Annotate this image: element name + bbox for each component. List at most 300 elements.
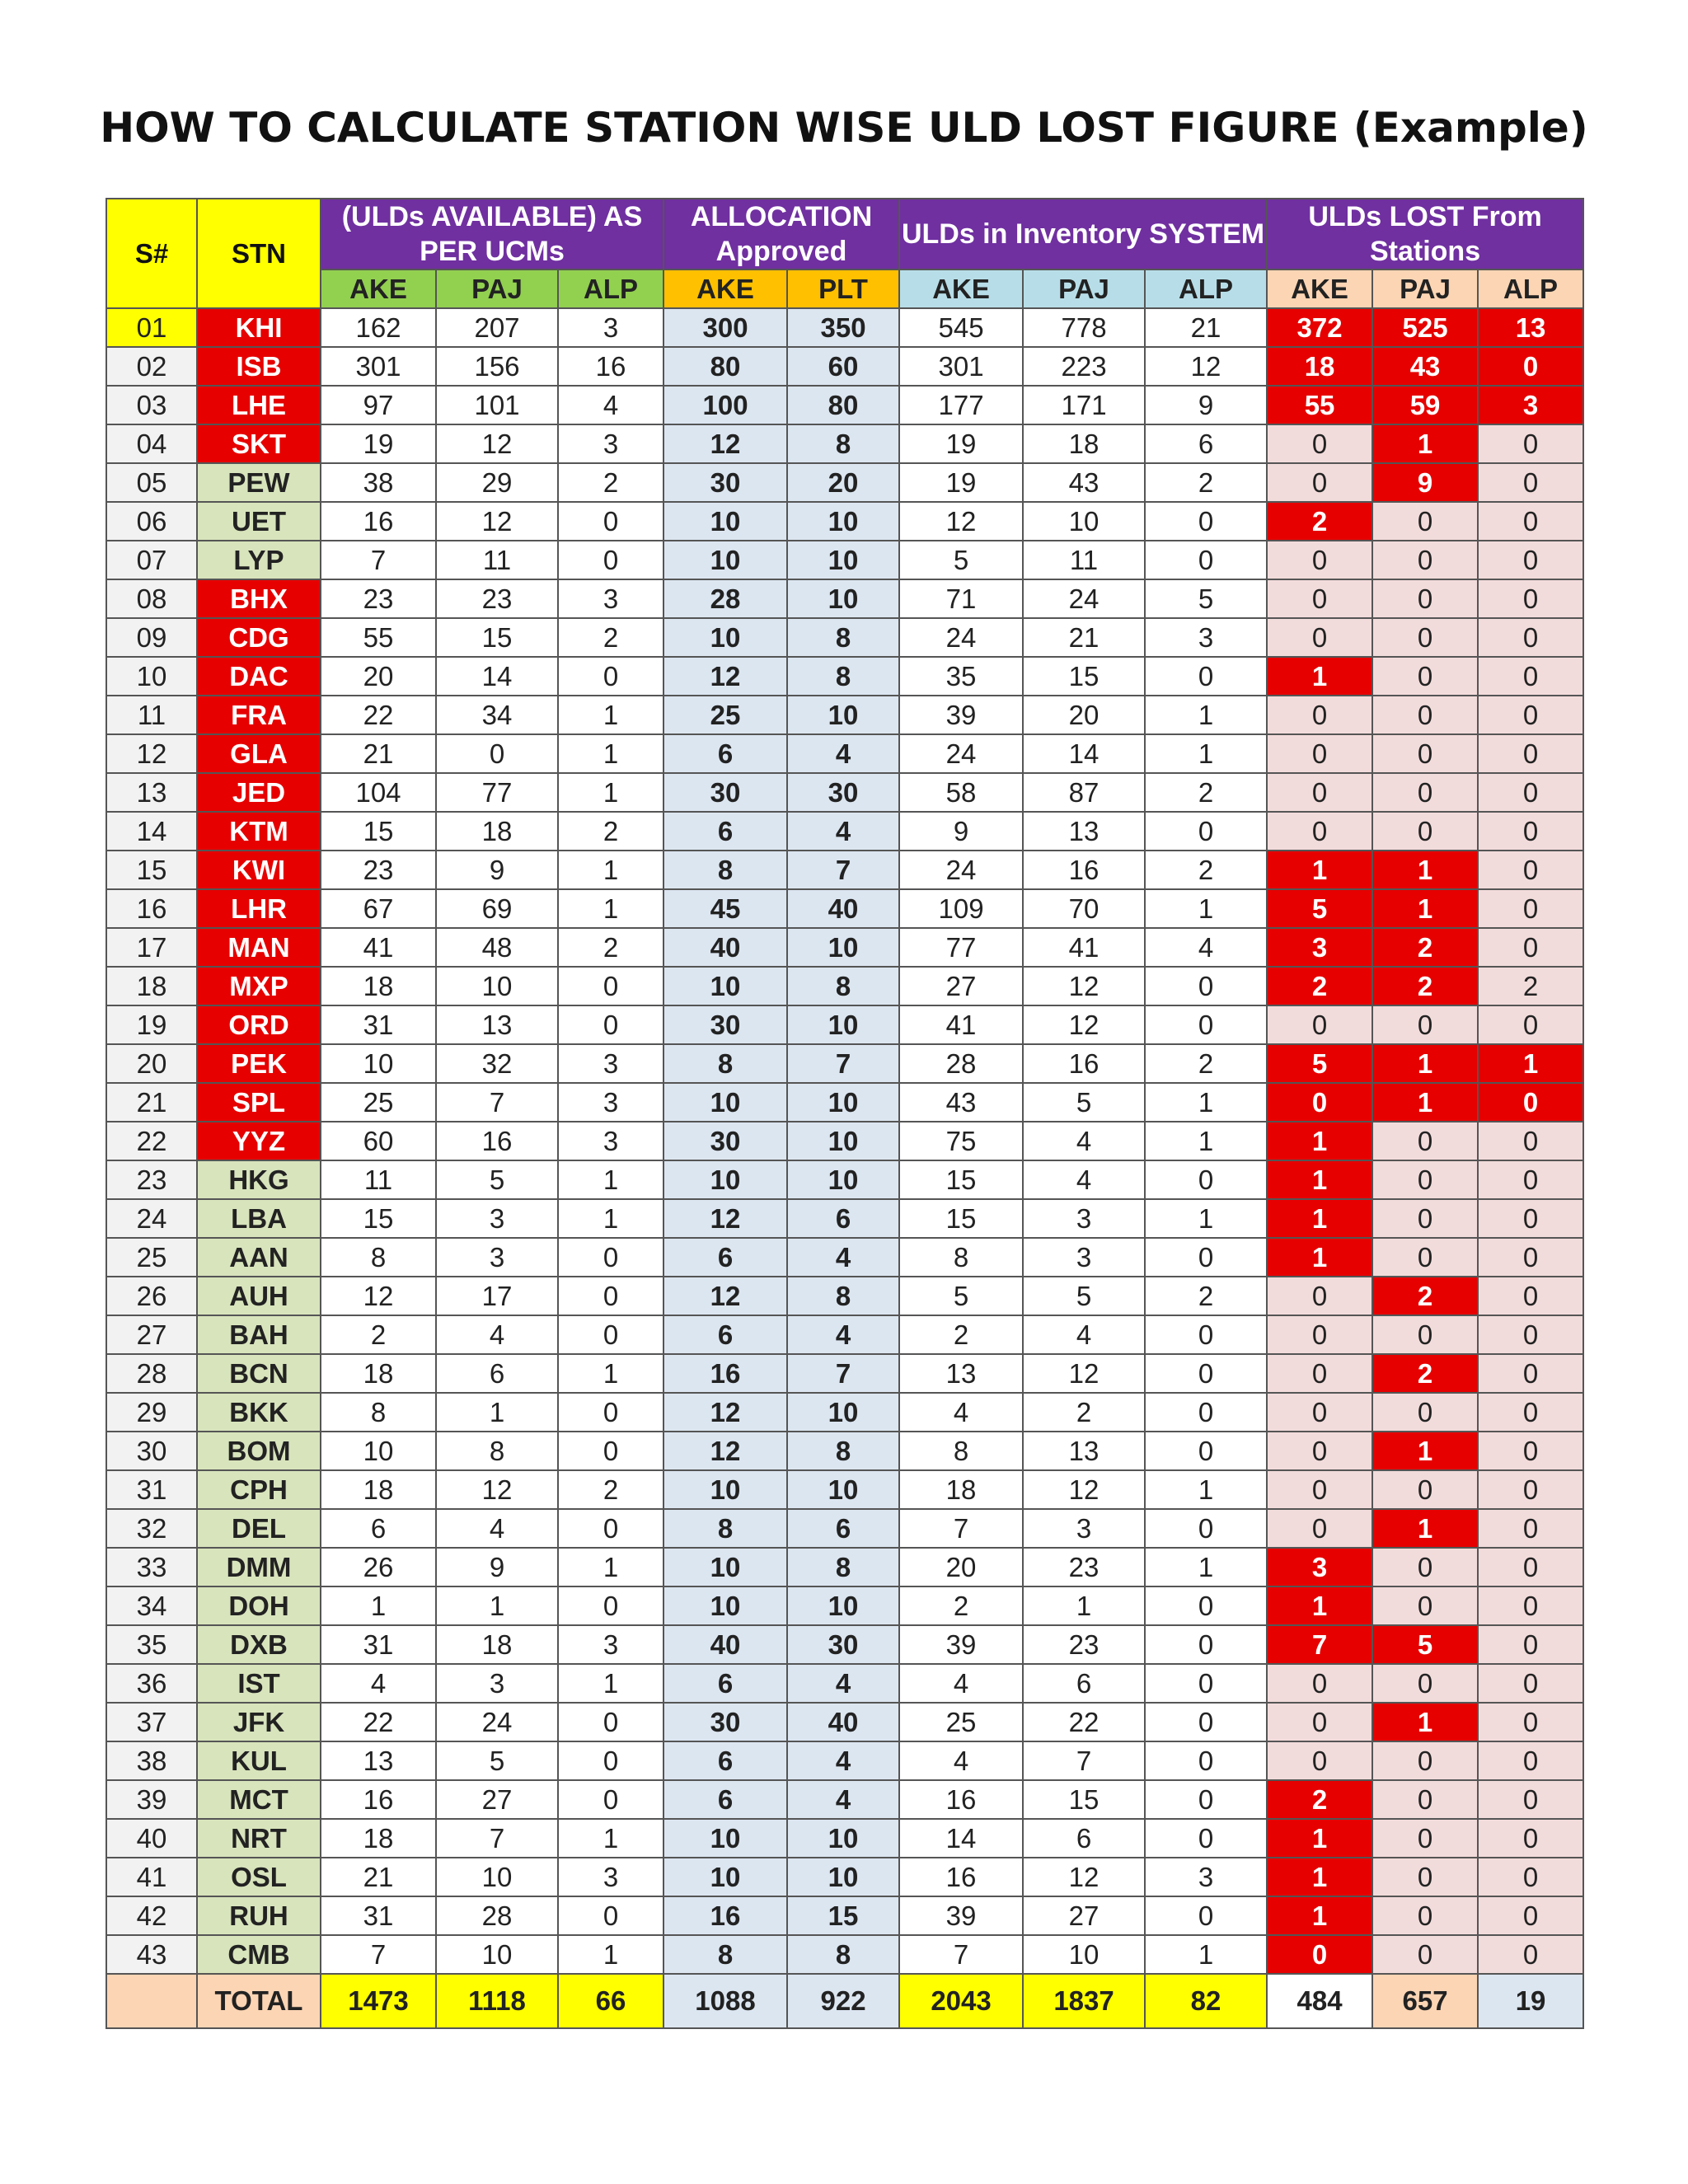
table-row — [106, 541, 1583, 579]
cell-available-ake: 18 — [321, 1819, 436, 1858]
cell-inventory-alp: 0 — [1145, 967, 1267, 1005]
cell-allocation-plt: 8 — [787, 1935, 899, 1974]
cell-lost-ake: 0 — [1267, 1741, 1372, 1780]
cell-inventory-paj: 15 — [1023, 1780, 1145, 1819]
cell-lost-alp: 0 — [1478, 1741, 1583, 1780]
cell-inventory-ake: 301 — [899, 347, 1023, 386]
table-row — [106, 734, 1583, 773]
total-lost-alp: 19 — [1478, 1974, 1583, 2028]
table-row — [106, 773, 1583, 812]
cell-inventory-alp: 4 — [1145, 928, 1267, 967]
cell-lost-alp: 0 — [1478, 1470, 1583, 1509]
cell-lost-paj: 1 — [1372, 1432, 1478, 1470]
cell-lost-paj: 0 — [1372, 1005, 1478, 1044]
cell-available-ake: 15 — [321, 812, 436, 851]
cell-lost-alp: 0 — [1478, 812, 1583, 851]
cell-available-alp: 2 — [558, 1470, 663, 1509]
row-sn: 13 — [106, 773, 197, 812]
cell-allocation-plt: 10 — [787, 1083, 899, 1122]
cell-inventory-alp: 0 — [1145, 1432, 1267, 1470]
total-available-alp: 66 — [558, 1974, 663, 2028]
row-station: DEL — [197, 1509, 321, 1548]
cell-inventory-alp: 0 — [1145, 541, 1267, 579]
cell-lost-paj: 0 — [1372, 1858, 1478, 1896]
cell-inventory-ake: 43 — [899, 1083, 1023, 1122]
cell-lost-paj: 1 — [1372, 1044, 1478, 1083]
cell-available-paj: 18 — [436, 1625, 558, 1664]
table-row — [106, 1664, 1583, 1703]
cell-available-alp: 1 — [558, 1548, 663, 1586]
cell-available-alp: 3 — [558, 1625, 663, 1664]
cell-inventory-ake: 8 — [899, 1432, 1023, 1470]
row-sn: 22 — [106, 1122, 197, 1160]
cell-available-alp: 0 — [558, 1238, 663, 1277]
row-sn: 38 — [106, 1741, 197, 1780]
cell-available-paj: 3 — [436, 1199, 558, 1238]
cell-allocation-plt: 8 — [787, 618, 899, 657]
total-available-ake: 1473 — [321, 1974, 436, 2028]
cell-available-ake: 21 — [321, 734, 436, 773]
cell-lost-paj: 0 — [1372, 1315, 1478, 1354]
cell-lost-alp: 0 — [1478, 1625, 1583, 1664]
cell-allocation-ake: 6 — [663, 1315, 787, 1354]
row-station: JED — [197, 773, 321, 812]
row-sn: 14 — [106, 812, 197, 851]
cell-allocation-plt: 10 — [787, 928, 899, 967]
row-station: KTM — [197, 812, 321, 851]
cell-inventory-ake: 27 — [899, 967, 1023, 1005]
cell-available-alp: 1 — [558, 734, 663, 773]
cell-inventory-paj: 43 — [1023, 463, 1145, 502]
table-row — [106, 696, 1583, 734]
cell-inventory-paj: 12 — [1023, 1470, 1145, 1509]
cell-available-alp: 0 — [558, 1741, 663, 1780]
table-body — [106, 308, 1583, 1974]
cell-available-ake: 22 — [321, 1703, 436, 1741]
total-row — [106, 1974, 1583, 2028]
cell-inventory-ake: 545 — [899, 308, 1023, 347]
cell-inventory-alp: 0 — [1145, 1354, 1267, 1393]
cell-inventory-paj: 3 — [1023, 1199, 1145, 1238]
row-sn: 34 — [106, 1586, 197, 1625]
cell-available-ake: 25 — [321, 1083, 436, 1122]
cell-available-alp: 3 — [558, 308, 663, 347]
cell-lost-alp: 0 — [1478, 1548, 1583, 1586]
table-row — [106, 1277, 1583, 1315]
cell-available-alp: 3 — [558, 1122, 663, 1160]
cell-lost-paj: 0 — [1372, 1664, 1478, 1703]
cell-lost-paj: 1 — [1372, 1509, 1478, 1548]
row-sn: 40 — [106, 1819, 197, 1858]
cell-allocation-ake: 6 — [663, 1664, 787, 1703]
cell-inventory-ake: 58 — [899, 773, 1023, 812]
subheader-available-ake: AKE — [321, 269, 436, 308]
cell-inventory-paj: 5 — [1023, 1083, 1145, 1122]
row-station: NRT — [197, 1819, 321, 1858]
cell-inventory-paj: 12 — [1023, 1858, 1145, 1896]
cell-allocation-ake: 40 — [663, 928, 787, 967]
table-row — [106, 657, 1583, 696]
cell-inventory-paj: 23 — [1023, 1548, 1145, 1586]
cell-inventory-ake: 13 — [899, 1354, 1023, 1393]
row-sn: 43 — [106, 1935, 197, 1974]
cell-allocation-ake: 28 — [663, 579, 787, 618]
cell-available-paj: 13 — [436, 1005, 558, 1044]
total-allocation-plt: 922 — [787, 1974, 899, 2028]
cell-inventory-paj: 20 — [1023, 696, 1145, 734]
cell-inventory-paj: 11 — [1023, 541, 1145, 579]
cell-available-paj: 23 — [436, 579, 558, 618]
cell-available-ake: 8 — [321, 1393, 436, 1432]
row-station: SPL — [197, 1083, 321, 1122]
cell-lost-alp: 0 — [1478, 424, 1583, 463]
cell-inventory-ake: 77 — [899, 928, 1023, 967]
cell-available-ake: 7 — [321, 541, 436, 579]
row-sn: 16 — [106, 889, 197, 928]
cell-allocation-plt: 15 — [787, 1896, 899, 1935]
cell-available-alp: 0 — [558, 657, 663, 696]
row-sn: 08 — [106, 579, 197, 618]
cell-lost-ake: 0 — [1267, 1470, 1372, 1509]
cell-inventory-ake: 39 — [899, 696, 1023, 734]
row-station: GLA — [197, 734, 321, 773]
cell-lost-alp: 13 — [1478, 308, 1583, 347]
cell-lost-ake: 0 — [1267, 424, 1372, 463]
cell-allocation-ake: 10 — [663, 541, 787, 579]
cell-allocation-ake: 10 — [663, 1470, 787, 1509]
cell-available-ake: 7 — [321, 1935, 436, 1974]
row-station: PEW — [197, 463, 321, 502]
cell-lost-alp: 0 — [1478, 1703, 1583, 1741]
cell-lost-alp: 0 — [1478, 541, 1583, 579]
row-station: DXB — [197, 1625, 321, 1664]
cell-inventory-alp: 0 — [1145, 1625, 1267, 1664]
row-station: OSL — [197, 1858, 321, 1896]
cell-lost-paj: 0 — [1372, 1470, 1478, 1509]
cell-lost-paj: 0 — [1372, 657, 1478, 696]
cell-lost-paj: 1 — [1372, 889, 1478, 928]
cell-available-ake: 26 — [321, 1548, 436, 1586]
cell-available-paj: 69 — [436, 889, 558, 928]
cell-available-paj: 1 — [436, 1393, 558, 1432]
table-row — [106, 1858, 1583, 1896]
cell-allocation-plt: 10 — [787, 541, 899, 579]
row-sn: 07 — [106, 541, 197, 579]
cell-allocation-ake: 30 — [663, 1122, 787, 1160]
cell-inventory-paj: 7 — [1023, 1741, 1145, 1780]
cell-lost-alp: 0 — [1478, 1277, 1583, 1315]
subheader-allocation-ake: AKE — [663, 269, 787, 308]
cell-inventory-ake: 25 — [899, 1703, 1023, 1741]
cell-allocation-ake: 10 — [663, 502, 787, 541]
subheader-lost-alp: ALP — [1478, 269, 1583, 308]
cell-lost-paj: 0 — [1372, 541, 1478, 579]
cell-available-paj: 101 — [436, 386, 558, 424]
cell-allocation-ake: 8 — [663, 851, 787, 889]
cell-allocation-plt: 10 — [787, 1122, 899, 1160]
cell-allocation-plt: 4 — [787, 1664, 899, 1703]
cell-inventory-alp: 9 — [1145, 386, 1267, 424]
cell-lost-paj: 0 — [1372, 812, 1478, 851]
row-sn: 29 — [106, 1393, 197, 1432]
cell-allocation-plt: 40 — [787, 889, 899, 928]
row-sn: 27 — [106, 1315, 197, 1354]
cell-inventory-ake: 71 — [899, 579, 1023, 618]
cell-inventory-alp: 2 — [1145, 463, 1267, 502]
cell-lost-paj: 0 — [1372, 773, 1478, 812]
cell-available-paj: 4 — [436, 1509, 558, 1548]
row-sn: 25 — [106, 1238, 197, 1277]
cell-lost-ake: 7 — [1267, 1625, 1372, 1664]
table-row — [106, 463, 1583, 502]
table-row — [106, 1780, 1583, 1819]
cell-lost-paj: 0 — [1372, 1122, 1478, 1160]
cell-inventory-paj: 16 — [1023, 1044, 1145, 1083]
cell-inventory-ake: 7 — [899, 1509, 1023, 1548]
cell-lost-ake: 0 — [1267, 463, 1372, 502]
cell-allocation-plt: 350 — [787, 308, 899, 347]
cell-available-alp: 2 — [558, 812, 663, 851]
subheader-inventory-paj: PAJ — [1023, 269, 1145, 308]
cell-available-ake: 6 — [321, 1509, 436, 1548]
table-row — [106, 1741, 1583, 1780]
cell-available-ake: 55 — [321, 618, 436, 657]
cell-lost-alp: 2 — [1478, 967, 1583, 1005]
cell-available-paj: 0 — [436, 734, 558, 773]
cell-allocation-plt: 10 — [787, 1819, 899, 1858]
cell-available-alp: 1 — [558, 696, 663, 734]
cell-allocation-plt: 10 — [787, 1470, 899, 1509]
cell-allocation-ake: 12 — [663, 657, 787, 696]
cell-available-alp: 0 — [558, 1277, 663, 1315]
cell-inventory-ake: 12 — [899, 502, 1023, 541]
cell-available-alp: 1 — [558, 1160, 663, 1199]
cell-inventory-paj: 27 — [1023, 1896, 1145, 1935]
cell-allocation-ake: 8 — [663, 1509, 787, 1548]
cell-inventory-ake: 20 — [899, 1548, 1023, 1586]
cell-available-ake: 162 — [321, 308, 436, 347]
cell-available-paj: 3 — [436, 1664, 558, 1703]
cell-available-paj: 28 — [436, 1896, 558, 1935]
cell-available-alp: 0 — [558, 1432, 663, 1470]
cell-lost-ake: 0 — [1267, 696, 1372, 734]
cell-inventory-alp: 0 — [1145, 1741, 1267, 1780]
cell-inventory-paj: 223 — [1023, 347, 1145, 386]
cell-lost-ake: 5 — [1267, 889, 1372, 928]
cell-inventory-alp: 1 — [1145, 1199, 1267, 1238]
cell-lost-alp: 0 — [1478, 889, 1583, 928]
cell-lost-alp: 0 — [1478, 1160, 1583, 1199]
cell-inventory-alp: 2 — [1145, 1044, 1267, 1083]
cell-lost-ake: 0 — [1267, 541, 1372, 579]
cell-lost-ake: 1 — [1267, 851, 1372, 889]
table-row — [106, 928, 1583, 967]
table-row — [106, 1083, 1583, 1122]
cell-lost-alp: 0 — [1478, 579, 1583, 618]
header-stn: STN — [197, 199, 321, 308]
cell-inventory-paj: 5 — [1023, 1277, 1145, 1315]
cell-inventory-ake: 5 — [899, 1277, 1023, 1315]
cell-available-ake: 13 — [321, 1741, 436, 1780]
cell-lost-paj: 0 — [1372, 1393, 1478, 1432]
cell-inventory-alp: 1 — [1145, 1122, 1267, 1160]
subheader-lost-paj: PAJ — [1372, 269, 1478, 308]
row-station: CMB — [197, 1935, 321, 1974]
cell-inventory-alp: 2 — [1145, 851, 1267, 889]
subheader-lost-ake: AKE — [1267, 269, 1372, 308]
cell-lost-ake: 1 — [1267, 1122, 1372, 1160]
cell-available-paj: 5 — [436, 1160, 558, 1199]
table-row — [106, 967, 1583, 1005]
cell-lost-paj: 2 — [1372, 928, 1478, 967]
cell-lost-paj: 0 — [1372, 1548, 1478, 1586]
cell-inventory-paj: 12 — [1023, 1005, 1145, 1044]
cell-lost-paj: 1 — [1372, 851, 1478, 889]
cell-available-alp: 1 — [558, 889, 663, 928]
table-row — [106, 1625, 1583, 1664]
cell-allocation-plt: 40 — [787, 1703, 899, 1741]
cell-lost-paj: 0 — [1372, 502, 1478, 541]
row-station: AUH — [197, 1277, 321, 1315]
table-row — [106, 618, 1583, 657]
cell-available-alp: 0 — [558, 1005, 663, 1044]
cell-lost-alp: 0 — [1478, 773, 1583, 812]
cell-available-paj: 10 — [436, 967, 558, 1005]
cell-inventory-alp: 0 — [1145, 1819, 1267, 1858]
cell-allocation-plt: 8 — [787, 657, 899, 696]
cell-lost-ake: 0 — [1267, 1703, 1372, 1741]
header-allocation: ALLOCATION Approved — [663, 199, 899, 269]
page-title: HOW TO CALCULATE STATION WISE ULD LOST FIGURE (Example) — [100, 104, 1588, 152]
cell-available-alp: 1 — [558, 1664, 663, 1703]
cell-lost-alp: 0 — [1478, 1819, 1583, 1858]
row-sn: 19 — [106, 1005, 197, 1044]
cell-allocation-ake: 80 — [663, 347, 787, 386]
row-station: MCT — [197, 1780, 321, 1819]
cell-available-paj: 10 — [436, 1935, 558, 1974]
total-available-paj: 1118 — [436, 1974, 558, 2028]
cell-lost-ake: 0 — [1267, 1432, 1372, 1470]
table-row — [106, 1586, 1583, 1625]
cell-inventory-paj: 1 — [1023, 1586, 1145, 1625]
cell-inventory-ake: 109 — [899, 889, 1023, 928]
cell-allocation-plt: 30 — [787, 1625, 899, 1664]
cell-inventory-paj: 15 — [1023, 657, 1145, 696]
cell-available-ake: 31 — [321, 1896, 436, 1935]
cell-lost-ake: 0 — [1267, 1393, 1372, 1432]
cell-allocation-plt: 80 — [787, 386, 899, 424]
cell-lost-ake: 0 — [1267, 1509, 1372, 1548]
cell-inventory-paj: 24 — [1023, 579, 1145, 618]
cell-inventory-ake: 2 — [899, 1586, 1023, 1625]
cell-inventory-alp: 2 — [1145, 773, 1267, 812]
cell-lost-paj: 2 — [1372, 967, 1478, 1005]
cell-allocation-ake: 10 — [663, 618, 787, 657]
cell-inventory-paj: 18 — [1023, 424, 1145, 463]
cell-available-ake: 104 — [321, 773, 436, 812]
cell-lost-ake: 0 — [1267, 1005, 1372, 1044]
cell-available-alp: 0 — [558, 1509, 663, 1548]
cell-available-paj: 12 — [436, 1470, 558, 1509]
cell-lost-ake: 0 — [1267, 1083, 1372, 1122]
cell-lost-paj: 9 — [1372, 463, 1478, 502]
cell-inventory-ake: 7 — [899, 1935, 1023, 1974]
cell-inventory-ake: 75 — [899, 1122, 1023, 1160]
table-row — [106, 1238, 1583, 1277]
cell-lost-alp: 0 — [1478, 1935, 1583, 1974]
cell-allocation-ake: 40 — [663, 1625, 787, 1664]
cell-lost-paj: 1 — [1372, 424, 1478, 463]
cell-inventory-alp: 1 — [1145, 1470, 1267, 1509]
row-station: CDG — [197, 618, 321, 657]
row-sn: 21 — [106, 1083, 197, 1122]
row-sn: 02 — [106, 347, 197, 386]
cell-available-ake: 19 — [321, 424, 436, 463]
cell-available-ake: 15 — [321, 1199, 436, 1238]
cell-lost-ake: 1 — [1267, 657, 1372, 696]
row-station: MXP — [197, 967, 321, 1005]
row-station: BHX — [197, 579, 321, 618]
cell-available-paj: 16 — [436, 1122, 558, 1160]
row-station: KUL — [197, 1741, 321, 1780]
cell-lost-alp: 0 — [1478, 463, 1583, 502]
cell-available-alp: 3 — [558, 579, 663, 618]
cell-available-ake: 41 — [321, 928, 436, 967]
cell-available-paj: 7 — [436, 1819, 558, 1858]
cell-lost-alp: 0 — [1478, 928, 1583, 967]
cell-available-ake: 31 — [321, 1005, 436, 1044]
table-row — [106, 1896, 1583, 1935]
cell-available-paj: 15 — [436, 618, 558, 657]
cell-lost-ake: 0 — [1267, 1935, 1372, 1974]
cell-inventory-alp: 21 — [1145, 308, 1267, 347]
cell-inventory-alp: 12 — [1145, 347, 1267, 386]
cell-lost-paj: 1 — [1372, 1703, 1478, 1741]
cell-available-ake: 97 — [321, 386, 436, 424]
cell-available-alp: 0 — [558, 1896, 663, 1935]
cell-lost-alp: 0 — [1478, 1315, 1583, 1354]
cell-allocation-ake: 10 — [663, 1548, 787, 1586]
cell-inventory-alp: 0 — [1145, 1703, 1267, 1741]
row-sn: 30 — [106, 1432, 197, 1470]
cell-allocation-plt: 60 — [787, 347, 899, 386]
cell-inventory-ake: 39 — [899, 1625, 1023, 1664]
cell-allocation-ake: 12 — [663, 1432, 787, 1470]
cell-inventory-alp: 0 — [1145, 812, 1267, 851]
cell-lost-alp: 0 — [1478, 618, 1583, 657]
cell-inventory-paj: 70 — [1023, 889, 1145, 928]
cell-available-ake: 18 — [321, 967, 436, 1005]
cell-lost-paj: 2 — [1372, 1277, 1478, 1315]
cell-lost-paj: 0 — [1372, 579, 1478, 618]
row-station: MAN — [197, 928, 321, 967]
cell-inventory-ake: 9 — [899, 812, 1023, 851]
cell-inventory-ake: 15 — [899, 1199, 1023, 1238]
cell-allocation-plt: 7 — [787, 1354, 899, 1393]
cell-available-paj: 48 — [436, 928, 558, 967]
row-station: LHE — [197, 386, 321, 424]
cell-inventory-paj: 87 — [1023, 773, 1145, 812]
table-row — [106, 424, 1583, 463]
cell-allocation-ake: 6 — [663, 1238, 787, 1277]
cell-inventory-alp: 0 — [1145, 1005, 1267, 1044]
row-station: UET — [197, 502, 321, 541]
cell-allocation-ake: 6 — [663, 1741, 787, 1780]
cell-inventory-paj: 41 — [1023, 928, 1145, 967]
cell-available-paj: 9 — [436, 1548, 558, 1586]
row-sn: 35 — [106, 1625, 197, 1664]
row-station: BOM — [197, 1432, 321, 1470]
